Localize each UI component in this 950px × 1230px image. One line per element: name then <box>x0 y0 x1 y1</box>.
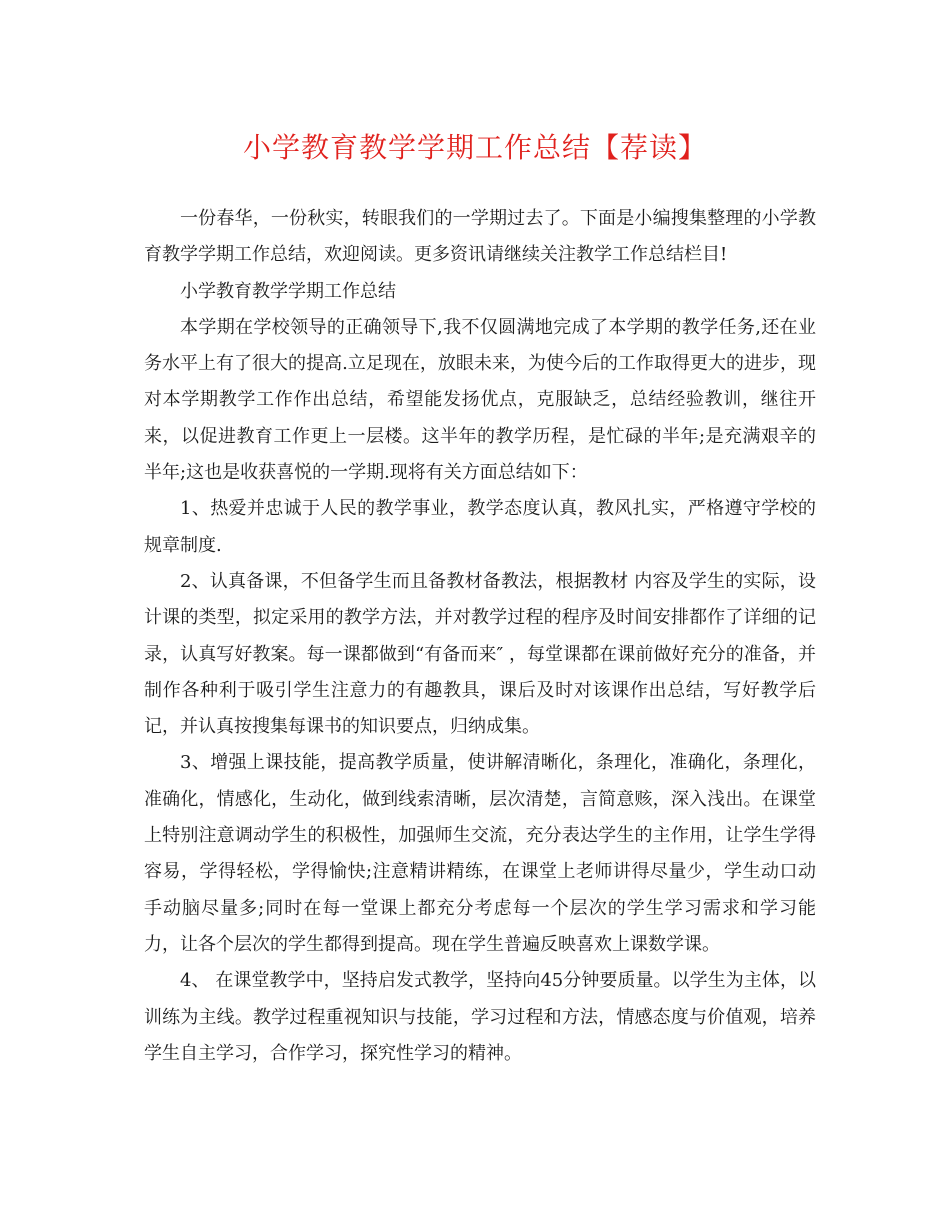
point-4-paragraph: 4、 在课堂教学中，坚持启发式教学，坚持向45分钟要质量。以学生为主体，以训练为主线。教学过程重视知识与技能，学习过程和方法，情感态度与价值观，培养学生自主学习，合作学习，探究性学习的精神。 <box>144 970 816 1064</box>
point-1-paragraph: 1、热爱并忠诚于人民的教学事业，教学态度认真，教风扎实，严格遵守学校的规章制度. <box>144 498 816 556</box>
point-2-paragraph: 2、认真备课，不但备学生而且备教材备教法，根据教材 内容及学生的实际，设计课的类型，拟定采用的教学方法，并对教学过程的程序及时间安排都作了详细的记录，认真写好教案。每一课都做到“有备而来″ ，每堂课都在课前做好充分的准备，并制作各种利于吸引学生注意力的有趣教具，课后及时对该课作出总结，写好教学后记，并认真按搜集每课书的知识要点，归纳成集。 <box>144 570 816 738</box>
document-title: 小学教育教学学期工作总结【荐读】 <box>242 131 707 164</box>
document-body <box>144 201 816 1072</box>
point-3-paragraph: 3、增强上课技能，提高教学质量，使讲解清晰化，条理化，准确化，条理化，准确化，情感化，生动化，做到线索清晰，层次清楚，言简意赅，深入浅出。在课堂上特别注意调动学生的积极性，加强师生交流，充分表达学生的主作用，让学生学得容易，学得轻松，学得愉快;注意精讲精练，在课堂上老师讲得尽量少，学生动口动手动脑尽量多;同时在每一堂课上都充分考虑每一个层次的学生学习需求和学习能力，让各个层次的学生都得到提高。现在学生普遍反映喜欢上课数学课。 <box>144 752 816 955</box>
intro-paragraph: 一份春华，一份秋实，转眼我们的一学期过去了。下面是小编搜集整理的小学教育教学学期工作总结，欢迎阅读。更多资讯请继续关注教学工作总结栏目! <box>144 208 816 266</box>
overview-paragraph: 本学期在学校领导的正确领导下,我不仅圆满地完成了本学期的教学任务,还在业务水平上有了很大的提高.立足现在，放眼未来，为使今后的工作取得更大的进步，现对本学期教学工作作出总结，希望能发扬优点，克服缺乏，总结经验教训，继往开来，以促进教育工作更上一层楼。这半年的教学历程，是忙碌的半年;是充满艰辛的半年;这也是收获喜悦的一学期.现将有关方面总结如下： <box>144 316 816 484</box>
subtitle-paragraph: 小学教育教学学期工作总结 <box>180 280 396 302</box>
